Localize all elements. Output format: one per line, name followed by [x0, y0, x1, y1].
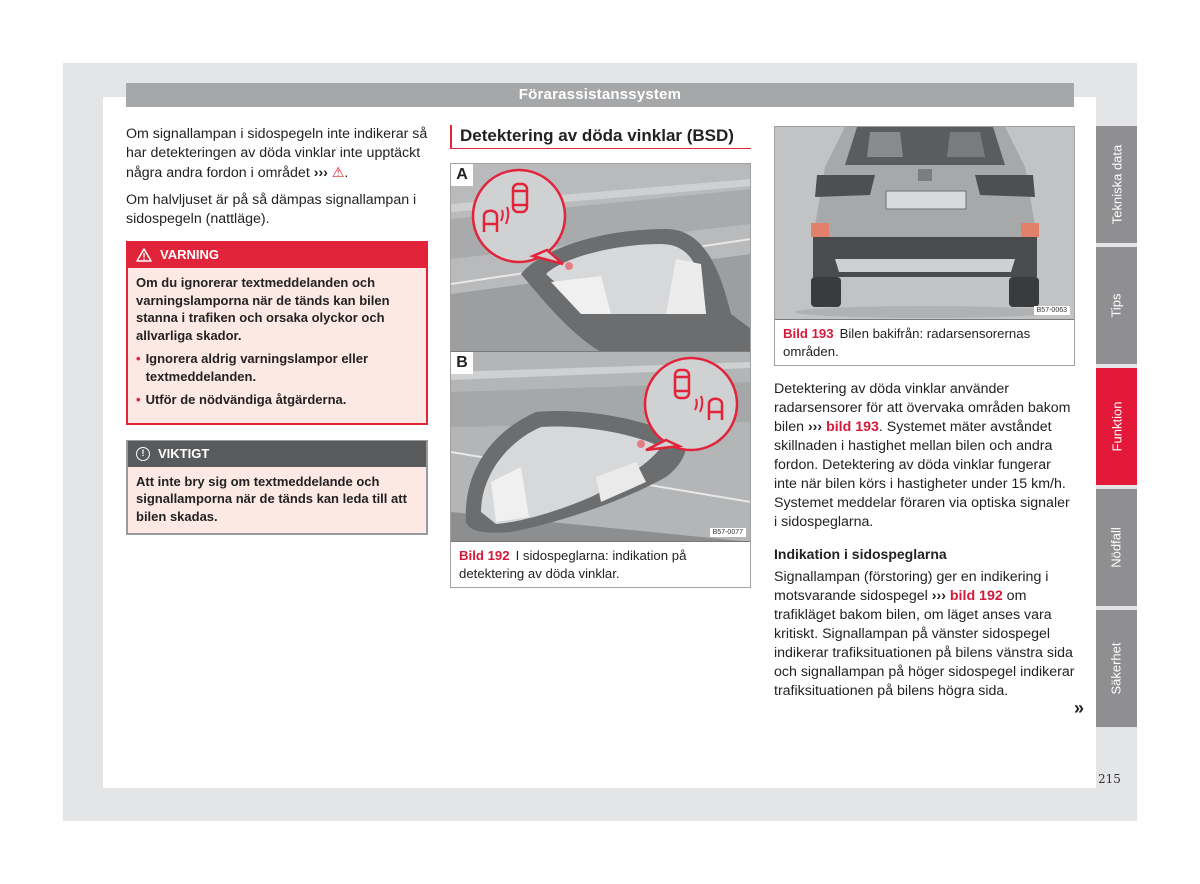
tab-tekniska-data[interactable]: Tekniska data [1096, 126, 1137, 243]
warning-bullet: • Utför de nödvändiga åtgärderna. [136, 392, 347, 407]
link-bild-192[interactable]: bild 192 [949, 588, 1003, 604]
left-mirror-illustration [451, 164, 750, 352]
figure-panel [775, 127, 1074, 320]
warning-triangle-icon[interactable]: ⚠ [331, 164, 345, 180]
page-number: 215 [1098, 772, 1121, 786]
left-column [126, 125, 428, 535]
notice-box-header [128, 441, 426, 467]
tab-tips[interactable]: Tips [1096, 247, 1137, 364]
tab-funktion[interactable]: Funktion [1096, 368, 1137, 485]
figure-panel-b [451, 352, 750, 542]
bullet-dot-icon: • [136, 351, 141, 366]
right-mirror-illustration [451, 352, 750, 542]
figure-caption: Bild 192 I sidospeglarna: indikation på detektering av döda vinklar. [459, 548, 687, 581]
figure-caption: Bild 193 Bilen bakifrån: radarsensorernas områden. [783, 326, 1031, 359]
tab-sakerhet[interactable]: Säkerhet [1096, 610, 1137, 727]
link-bild-193[interactable]: bild 193 [826, 419, 879, 435]
subheading: Indikation i sidospeglarna [774, 546, 947, 562]
night-mode-paragraph: Om halvljuset är på så dämpas signallampan i sidospegeln (nattläge). [126, 192, 417, 227]
figure-code: B57-0063 [1034, 306, 1070, 315]
notice-label: VIKTIGT [158, 445, 210, 461]
continue-arrow-icon: » [1074, 698, 1085, 718]
figure-panel-a [451, 164, 750, 352]
warning-body: Om du ignorerar textmeddelanden och varningslamporna när de tänds kan bilen stanna i trafiken och orsaka olyckor och allvarliga skador. • Ignorera aldrig varningslampor eller textmeddelanden. • Utför de nödvändiga åtgärderna. [128, 268, 426, 423]
figure-193 [774, 126, 1075, 366]
right-column [774, 126, 1075, 709]
tab-nodfall[interactable]: Nödfall [1096, 489, 1137, 606]
warning-box [126, 241, 428, 425]
intro-paragraph: Om signallampan i sidospegeln inte indikerar så har detekteringen av döda vinklar inte upptäckt några andra fordon i området ››› ⚠. [126, 126, 428, 181]
panel-label-b: B [451, 352, 473, 374]
warning-box-header [128, 242, 426, 268]
notice-box [126, 440, 428, 536]
reference-arrow: ››› [931, 588, 946, 604]
bsd-description-paragraph: Detektering av döda vinklar använder radarsensorer för att övervaka områden bakom bilen ››› bild 193. Systemet mäter avståndet skillnaden i hastighet mellan bilen och andra fordon. Detektering av döda vinklar fungerar inte när bilen körs i hastigheter under 15 km/h. Systemet meddelar föraren via optiska signaler i sidospeglarna. [774, 381, 1071, 530]
middle-column [450, 125, 751, 588]
chapter-header: Förarassistanssystem [126, 83, 1074, 107]
panel-label-a: A [451, 164, 473, 186]
indication-paragraph: Signallampan (förstoring) ger en indikering i motsvarande sidospegel ››› bild 192 om trafikläget bakom bilen, om läget anses vara kritiskt. Signallampan på vänster sidospegel indikerar trafiksituationen på bilens vänstra sida och signallampan på höger sidospegel indikerar trafiksituationen på bilens högra sida. [774, 569, 1075, 699]
bullet-dot-icon: • [136, 392, 141, 407]
section-title: Detektering av döda vinklar (BSD) [450, 125, 751, 149]
reference-arrow: ››› [313, 165, 328, 181]
warning-triangle-icon [136, 248, 152, 262]
reference-arrow: ››› [807, 419, 823, 435]
warning-bullet: • Ignorera aldrig varningslampor eller textmeddelanden. [136, 351, 369, 384]
notice-body: Att inte bry sig om textmeddelande och signallamporna när de tänds kan leda till att bilen skadas. [136, 473, 407, 524]
exclamation-circle-icon: ! [136, 447, 150, 461]
warning-label: VARNING [160, 247, 219, 262]
figure-192 [450, 163, 751, 588]
figure-number: Bild 192 [459, 548, 510, 563]
car-rear-illustration [775, 127, 1074, 320]
figure-number: Bild 193 [783, 326, 834, 341]
figure-code: B57-0077 [710, 528, 746, 537]
